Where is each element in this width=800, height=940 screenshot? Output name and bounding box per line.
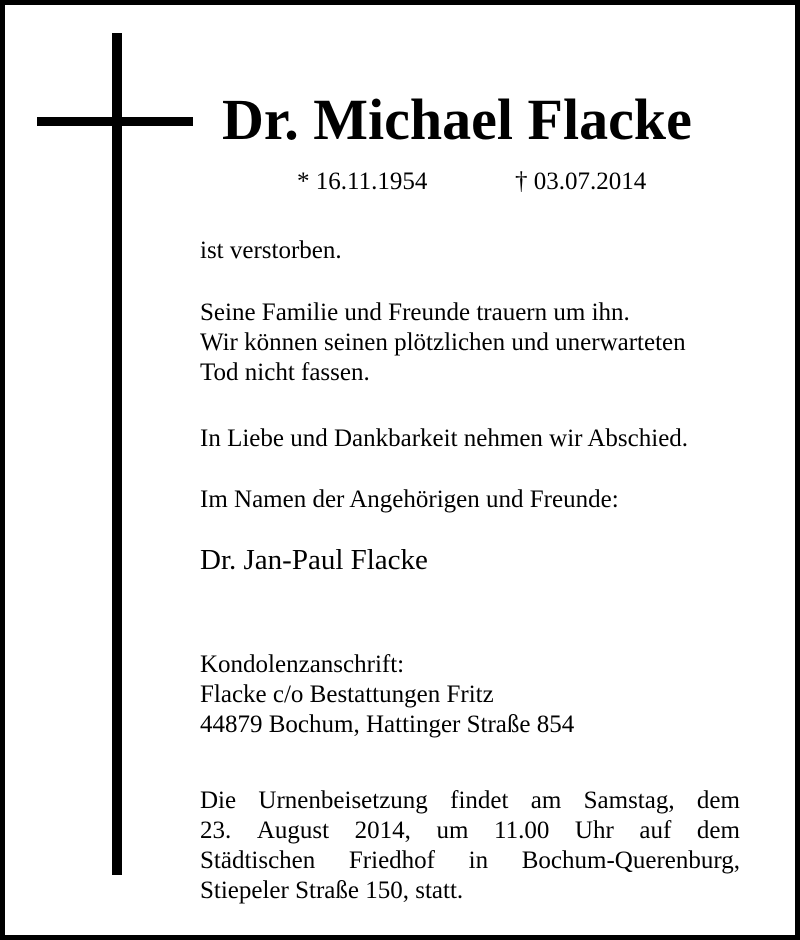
burial-word: in [468,847,489,874]
burial-word: dem [696,787,740,814]
burial-line [200,846,740,876]
burial-word: 23. [200,817,232,844]
condolence-line: Flacke c/o Bestattungen Fritz [200,681,494,708]
burial-word: Die [200,787,237,814]
death-date: † 03.07.2014 [515,168,647,195]
mourning-paragraph [200,298,686,388]
condolence-label: Kondolenzanschrift: [200,651,405,678]
burial-word: auf [639,817,672,844]
burial-word: 2014, [354,817,411,844]
signer-name: Dr. Jan-Paul Flacke [200,544,428,576]
burial-word: am [530,787,562,814]
on-behalf-text [200,485,619,515]
burial-line: Stiepeler Straße 150, statt. [200,877,464,904]
burial-word: Friedhof [348,847,436,874]
farewell-line: In Liebe und Dankbarkeit nehmen wir Abschied. [200,425,689,452]
deceased-name: Dr. Michael Flacke [222,87,692,152]
burial-paragraph [200,786,740,906]
mourning-line: Seine Familie und Freunde trauern um ihn. [200,299,630,326]
burial-word: Städtischen [200,847,316,874]
burial-word: 11.00 [494,817,550,844]
burial-word: Samstag, [583,787,675,814]
cross-bar [37,117,193,126]
burial-line [200,786,740,816]
condolence-line: 44879 Bochum, Hattinger Straße 854 [200,711,575,738]
farewell-text [200,424,688,454]
status-line: ist verstorben. [200,237,342,264]
burial-word: dem [696,817,740,844]
condolence-address [200,650,574,740]
burial-line [200,816,740,846]
burial-word: Uhr [574,817,614,844]
burial-word: findet [450,787,509,814]
birth-date: * 16.11.1954 [297,168,428,195]
mourning-line: Wir können seinen plötzlichen und unerwarteten [200,329,686,356]
cross-icon [112,33,122,875]
mourning-line: Tod nicht fassen. [200,359,370,386]
burial-word: Urnenbeisetzung [258,787,428,814]
burial-word: um [436,817,469,844]
burial-word: August [256,817,330,844]
burial-word: Bochum-Querenburg, [521,847,740,874]
on-behalf-line: Im Namen der Angehörigen und Freunde: [200,486,619,513]
status-text [200,236,342,266]
